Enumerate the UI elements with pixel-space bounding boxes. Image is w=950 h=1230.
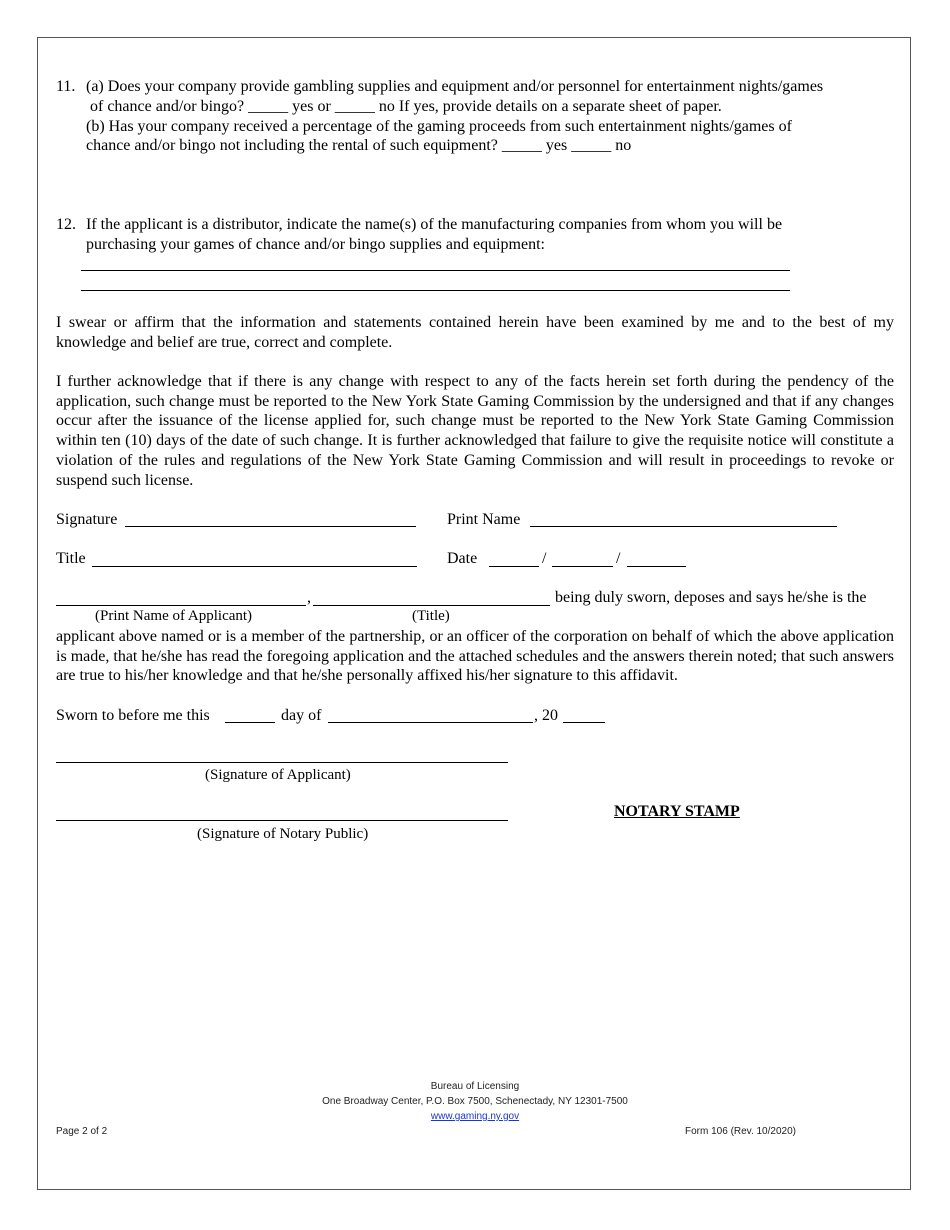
q12-number: 12. [56,216,76,233]
q11-line-4: chance and/or bingo not including the rental of such equipment? _____ yes _____ no [86,137,632,154]
q12-answer-line-1[interactable] [81,270,790,271]
affidavit-paragraph: applicant above named or is a member of the partnership, or an officer of the corporation on behalf of which the above application is made, that he/she has read the foregoing application and the attached schedules and the answers therein noted; that such answers are true to his/her knowledge and that he/she personally affixed his/her signature to this affidavit. [56,628,894,685]
affidavit-comma: , [307,589,311,606]
footer-bureau: Bureau of Licensing [430,1081,520,1092]
date-separator-2: / [616,550,621,567]
notary-stamp-heading: NOTARY STAMP [614,803,740,820]
signature-field[interactable] [125,526,416,527]
date-month-field[interactable] [489,566,539,567]
print-name-field[interactable] [530,526,837,527]
title-caption: (Title) [412,608,450,624]
footer-form-number: Form 106 (Rev. 10/2020) [685,1126,796,1137]
oath-paragraph: I swear or affirm that the information and statements contained herein have been examined by me and to the best of my knowledge and belief are true, correct and complete. [56,314,894,351]
acknowledgement-paragraph: I further acknowledge that if there is any change with respect to any of the facts herein set forth during the pendency of the application, such change must be reported to the New York State Gaming Commission by the undersigned and that if any changes occur after the issuance of the license applied for, such change must be reported to the New York State Gaming Commission within ten (10) days of the date of such change. It is further acknowledged that failure to give the requisite notice will constitute a violation of the rules and regulations of the New York State Gaming Commission and will result in proceedings to revoke or suspend such license. [56,373,894,489]
sworn-year-prefix: , 20 [534,707,558,724]
sworn-year-field[interactable] [563,722,605,723]
q12-line-1: If the applicant is a distributor, indicate the name(s) of the manufacturing companies from whom you will be [86,216,783,233]
print-name-caption: (Print Name of Applicant) [95,608,253,624]
print-name-label: Print Name [447,511,521,528]
q11-number: 11. [56,78,76,95]
date-day-field[interactable] [552,566,613,567]
applicant-name-field[interactable] [56,605,306,606]
affidavit-sworn-text: being duly sworn, deposes and says he/she is the [555,589,867,606]
date-separator-1: / [542,550,547,567]
sworn-prefix: Sworn to before me this [56,707,210,724]
title-field[interactable] [92,566,417,567]
applicant-title-field[interactable] [313,605,550,606]
date-year-field[interactable] [627,566,686,567]
footer-website-link[interactable]: www.gaming.ny.gov [430,1111,520,1122]
applicant-signature-line[interactable] [56,762,508,763]
date-label: Date [447,550,478,567]
notary-signature-caption: (Signature of Notary Public) [197,826,369,842]
footer-address: One Broadway Center, P.O. Box 7500, Schenectady, NY 12301-7500 [322,1096,628,1107]
sworn-month-field[interactable] [328,722,533,723]
q11-line-1: (a) Does your company provide gambling supplies and equipment and/or personnel for entertainment nights/games [86,78,824,95]
signature-label: Signature [56,511,118,528]
sworn-day-field[interactable] [225,722,275,723]
applicant-signature-caption: (Signature of Applicant) [205,767,351,783]
q11-line-2: of chance and/or bingo? _____ yes or _____ no If yes, provide details on a separate sheet of paper. [90,98,722,115]
q12-answer-line-2[interactable] [81,290,790,291]
notary-signature-line[interactable] [56,820,508,821]
footer-page-number: Page 2 of 2 [56,1126,108,1137]
title-label: Title [56,550,86,567]
q12-line-2: purchasing your games of chance and/or bingo supplies and equipment: [86,236,545,253]
q11-line-3: (b) Has your company received a percentage of the gaming proceeds from such entertainment nights/games of [86,118,792,135]
sworn-day-of: day of [281,707,322,724]
